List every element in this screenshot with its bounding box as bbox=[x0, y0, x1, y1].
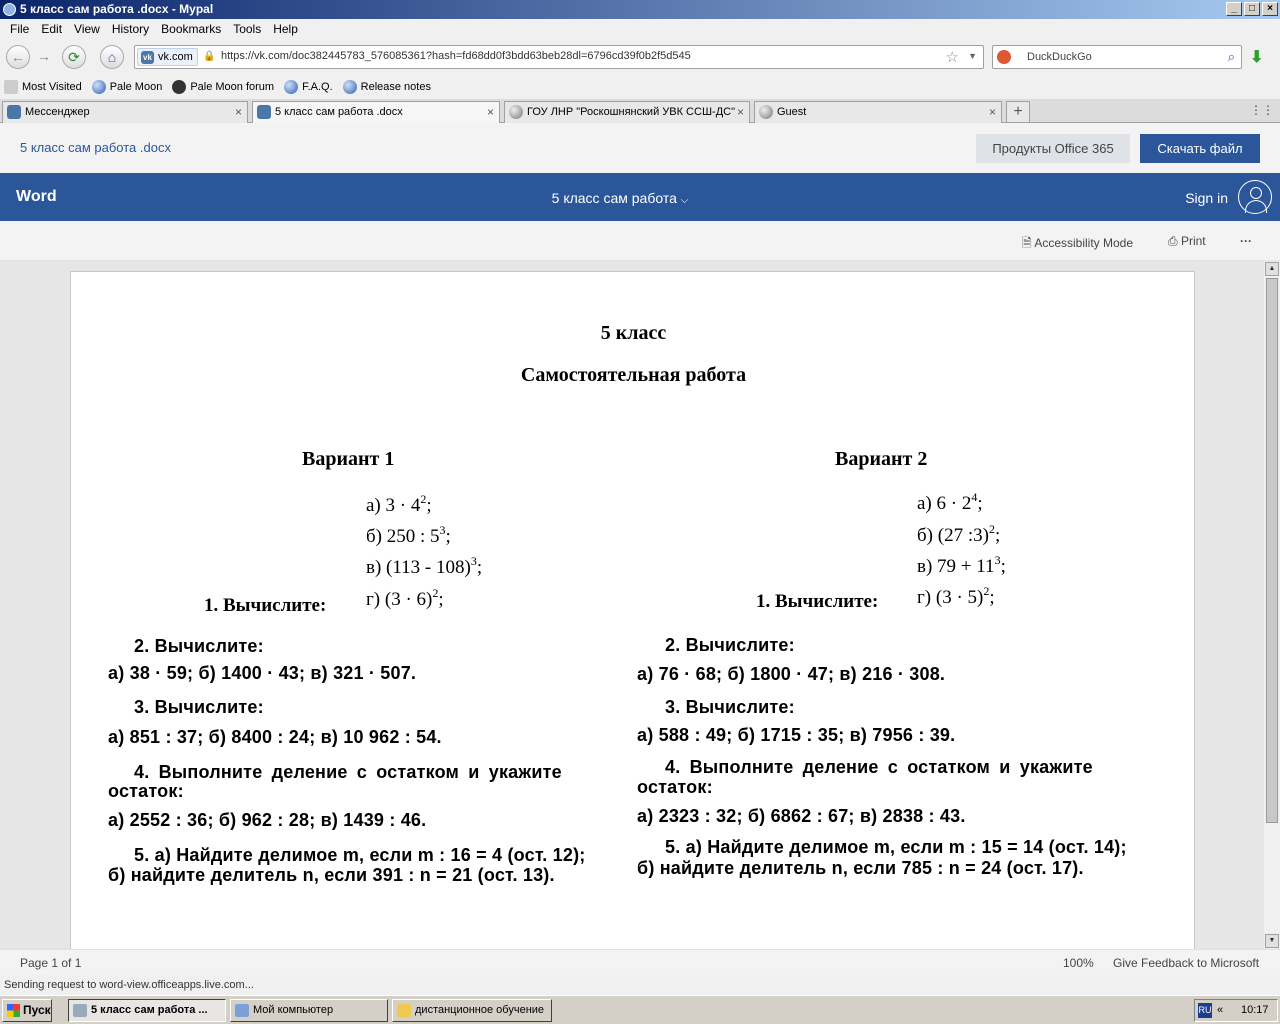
vk-icon bbox=[257, 105, 271, 119]
v1-task4-heading-2: остаток: bbox=[108, 781, 184, 801]
menu-edit[interactable]: Edit bbox=[41, 22, 63, 36]
v2-task2: а) 76 · 68; б) 1800 · 47; в) 216 · 308. bbox=[637, 664, 946, 684]
word-status-bar bbox=[0, 949, 1280, 975]
windows-logo-icon bbox=[7, 1004, 20, 1017]
bookmark-faq[interactable]: F.A.Q. bbox=[284, 80, 333, 94]
new-tab-button[interactable]: + bbox=[1006, 101, 1030, 123]
reload-button[interactable]: ⟳ bbox=[62, 45, 86, 69]
menu-file[interactable]: File bbox=[10, 22, 30, 36]
v1-task5-a: 5. а) Найдите делимое m, если m : 16 = 4 (ост. 12); bbox=[134, 845, 586, 865]
maximize-button[interactable]: □ bbox=[1244, 2, 1260, 16]
v2-task2-heading: 2. Вычислите: bbox=[665, 635, 795, 655]
system-tray bbox=[1194, 999, 1278, 1022]
close-tab-icon[interactable]: × bbox=[486, 105, 494, 119]
search-icon[interactable]: ⌕ bbox=[1227, 49, 1235, 64]
more-options-button[interactable]: ··· bbox=[1240, 234, 1252, 248]
v2-task3-heading: 3. Вычислите: bbox=[665, 697, 795, 717]
taskbar-item-browser[interactable]: 5 класс сам работа ... bbox=[68, 999, 226, 1022]
taskbar-item-folder[interactable]: дистанционное обучение bbox=[392, 999, 552, 1022]
v2-task4-heading-2: остаток: bbox=[637, 777, 713, 797]
v1-task2: а) 38 · 59; б) 1400 · 43; в) 321 · 507. bbox=[108, 663, 417, 683]
v1-task1-d: г) $(3 \cdot 6)^2$; bbox=[366, 586, 444, 610]
url-bar[interactable] bbox=[134, 45, 984, 69]
scroll-up-arrow-icon[interactable]: ▲ bbox=[1265, 262, 1279, 276]
v2-task1-c: в) $79 + 11^3$; bbox=[917, 553, 1006, 577]
v1-task4-heading: 4. Выполните деление с остатком и укажите bbox=[134, 762, 562, 782]
feedback-link[interactable]: Give Feedback to Microsoft bbox=[1113, 956, 1260, 970]
menu-tools[interactable]: Tools bbox=[233, 22, 262, 36]
tab-messenger[interactable]: Мессенджер × bbox=[2, 101, 248, 123]
bookmarks-toolbar bbox=[0, 75, 1280, 99]
taskbar bbox=[0, 995, 1280, 1024]
globe-icon bbox=[92, 80, 106, 94]
v1-task4: а) 2552 : 36; б) 962 : 28; в) 1439 : 46. bbox=[108, 810, 427, 830]
page-count: Page 1 of 1 bbox=[20, 956, 82, 970]
v2-task5-b: б) найдите делитель n, если 785 : n = 24 (ост. 17). bbox=[637, 858, 1084, 878]
bookmark-pale-moon-forum[interactable]: Pale Moon forum bbox=[172, 80, 274, 94]
v1-task2-heading: 2. Вычислите: bbox=[134, 636, 264, 656]
duckduckgo-icon[interactable] bbox=[997, 50, 1011, 64]
menu-bar bbox=[0, 19, 1280, 39]
v1-task1-a: а) $3 \cdot 4^2$; bbox=[366, 492, 432, 516]
taskbar-item-my-computer[interactable]: Мой компьютер bbox=[230, 999, 388, 1022]
minimize-button[interactable]: _ bbox=[1226, 2, 1242, 16]
url-text: https://vk.com/doc382445783_576085361?hash=fd68dd0f3bdd63beb28dl=6796cd39f0b2f5d545 bbox=[221, 50, 691, 62]
download-file-button[interactable]: Скачать файл bbox=[1140, 134, 1260, 163]
globe-icon bbox=[509, 105, 523, 119]
v2-task3: а) 588 : 49; б) 1715 : 35; в) 7956 : 39. bbox=[637, 725, 956, 745]
window-titlebar bbox=[0, 0, 1280, 19]
chevron-down-icon: ⌵ bbox=[680, 195, 689, 206]
v2-task1-b: б) (27 :3)$^2$; bbox=[917, 522, 1001, 546]
v2-task4-heading: 4. Выполните деление с остатком и укажите bbox=[665, 757, 1093, 777]
accessibility-icon: 🗎 bbox=[1022, 236, 1032, 250]
office-header bbox=[0, 123, 1280, 173]
menu-view[interactable]: View bbox=[74, 22, 100, 36]
close-button[interactable]: × bbox=[1262, 2, 1278, 16]
computer-icon bbox=[235, 1004, 249, 1017]
v2-task1-d: г) $(3 \cdot 5)^2$; bbox=[917, 584, 995, 608]
command-bar bbox=[0, 221, 1280, 261]
language-indicator[interactable]: RU bbox=[1198, 1003, 1212, 1018]
tab-school[interactable]: ГОУ ЛНР "Роскошнянский УВК ССШ-ДС" × bbox=[504, 101, 750, 123]
globe-icon bbox=[284, 80, 298, 94]
v1-task3-heading: 3. Вычислите: bbox=[134, 697, 264, 717]
tab-document[interactable]: 5 класс сам работа .docx × bbox=[252, 101, 500, 123]
tab-list-icon[interactable]: ⋮⋮ bbox=[1250, 103, 1274, 117]
browser-status-bar: Sending request to word-view.officeapps.live.com... bbox=[0, 975, 1280, 995]
menu-help[interactable]: Help bbox=[273, 22, 298, 36]
v2-task5-a: 5. а) Найдите делимое m, если m : 15 = 14 (ост. 14); bbox=[665, 837, 1127, 857]
v2-task4: а) 2323 : 32; б) 6862 : 67; в) 2838 : 43. bbox=[637, 806, 966, 826]
vk-icon: vk bbox=[141, 51, 154, 64]
folder-icon bbox=[4, 80, 18, 94]
document-link[interactable]: 5 класс сам работа .docx bbox=[20, 140, 171, 155]
close-tab-icon[interactable]: × bbox=[234, 105, 242, 119]
menu-history[interactable]: History bbox=[111, 22, 150, 36]
home-button[interactable]: ⌂ bbox=[100, 45, 124, 69]
bookmark-pale-moon[interactable]: Pale Moon bbox=[92, 80, 163, 94]
vertical-scrollbar[interactable] bbox=[1264, 261, 1280, 949]
accessibility-mode-button[interactable]: 🗎 Accessibility Mode bbox=[1022, 236, 1134, 250]
v2-task1-a: а) $6 \cdot 2^4$; bbox=[917, 490, 983, 514]
tab-guest[interactable]: Guest × bbox=[754, 101, 1002, 123]
account-avatar-icon[interactable] bbox=[1238, 180, 1272, 214]
doc-subtitle: Самостоятельная работа bbox=[520, 364, 747, 386]
download-icon[interactable]: ⬇ bbox=[1250, 49, 1264, 66]
v1-task1-b: б) 250 : $5^3$; bbox=[366, 523, 451, 547]
v1-task5-b: б) найдите делитель n, если 391 : n = 21 (ост. 13). bbox=[108, 865, 555, 885]
v1-task1-c: в) (113 - 108)$^3$; bbox=[366, 554, 483, 578]
vk-icon bbox=[7, 105, 21, 119]
doc-title: 5 класс bbox=[600, 322, 667, 344]
document-page bbox=[70, 271, 1195, 971]
navigation-toolbar bbox=[0, 39, 1280, 75]
app-name[interactable]: Word bbox=[16, 188, 57, 205]
word-app-bar bbox=[0, 173, 1280, 221]
url-dropdown-icon[interactable]: ▼ bbox=[968, 51, 977, 61]
tab-bar bbox=[0, 99, 1280, 123]
browser-icon bbox=[73, 1004, 87, 1017]
scroll-down-arrow-icon[interactable]: ▼ bbox=[1265, 934, 1279, 948]
sign-in-link[interactable]: Sign in bbox=[1185, 190, 1228, 206]
print-button[interactable]: ⎙ Print bbox=[1168, 234, 1206, 248]
tray-expand-icon[interactable]: « bbox=[1217, 1004, 1224, 1016]
printer-icon: ⎙ bbox=[1168, 234, 1178, 248]
app-icon bbox=[3, 3, 16, 16]
site-identity[interactable]: vk vk.com bbox=[137, 48, 198, 66]
menu-bookmarks[interactable]: Bookmarks bbox=[161, 22, 222, 36]
search-placeholder: DuckDuckGo bbox=[1027, 51, 1092, 63]
scroll-thumb[interactable] bbox=[1266, 278, 1278, 823]
lock-icon: 🔒 bbox=[203, 51, 216, 62]
window-title: 5 класс сам работа .docx - Mypal bbox=[20, 2, 214, 16]
bookmark-most-visited[interactable]: Most Visited bbox=[4, 80, 82, 94]
variant1-heading: Вариант 1 bbox=[302, 448, 395, 470]
variant2-heading: Вариант 2 bbox=[835, 448, 928, 470]
document-title-dropdown[interactable]: 5 класс сам работа ⌵ bbox=[551, 190, 689, 206]
folder-icon bbox=[397, 1004, 411, 1017]
globe-icon bbox=[759, 105, 773, 119]
search-bar[interactable] bbox=[992, 45, 1242, 69]
v2-task1-label: 1. Вычислите: bbox=[756, 591, 879, 612]
clock[interactable]: 10:17 bbox=[1241, 1004, 1269, 1016]
v1-task3: а) 851 : 37; б) 8400 : 24; в) 10 962 : 54. bbox=[108, 727, 442, 747]
globe-icon bbox=[343, 80, 357, 94]
bookmark-star-icon[interactable]: ☆ bbox=[945, 49, 959, 66]
forward-button[interactable]: → bbox=[37, 48, 51, 64]
back-button[interactable]: ← bbox=[6, 45, 30, 69]
v1-task1-label: 1. Вычислите: bbox=[204, 595, 327, 616]
forum-icon bbox=[172, 80, 186, 94]
zoom-level[interactable]: 100% bbox=[1063, 956, 1094, 970]
close-tab-icon[interactable]: × bbox=[988, 105, 996, 119]
office-products-button[interactable]: Продукты Office 365 bbox=[976, 134, 1130, 163]
close-tab-icon[interactable]: × bbox=[736, 105, 744, 119]
bookmark-release-notes[interactable]: Release notes bbox=[343, 80, 431, 94]
start-button[interactable]: Пуск bbox=[2, 999, 52, 1022]
